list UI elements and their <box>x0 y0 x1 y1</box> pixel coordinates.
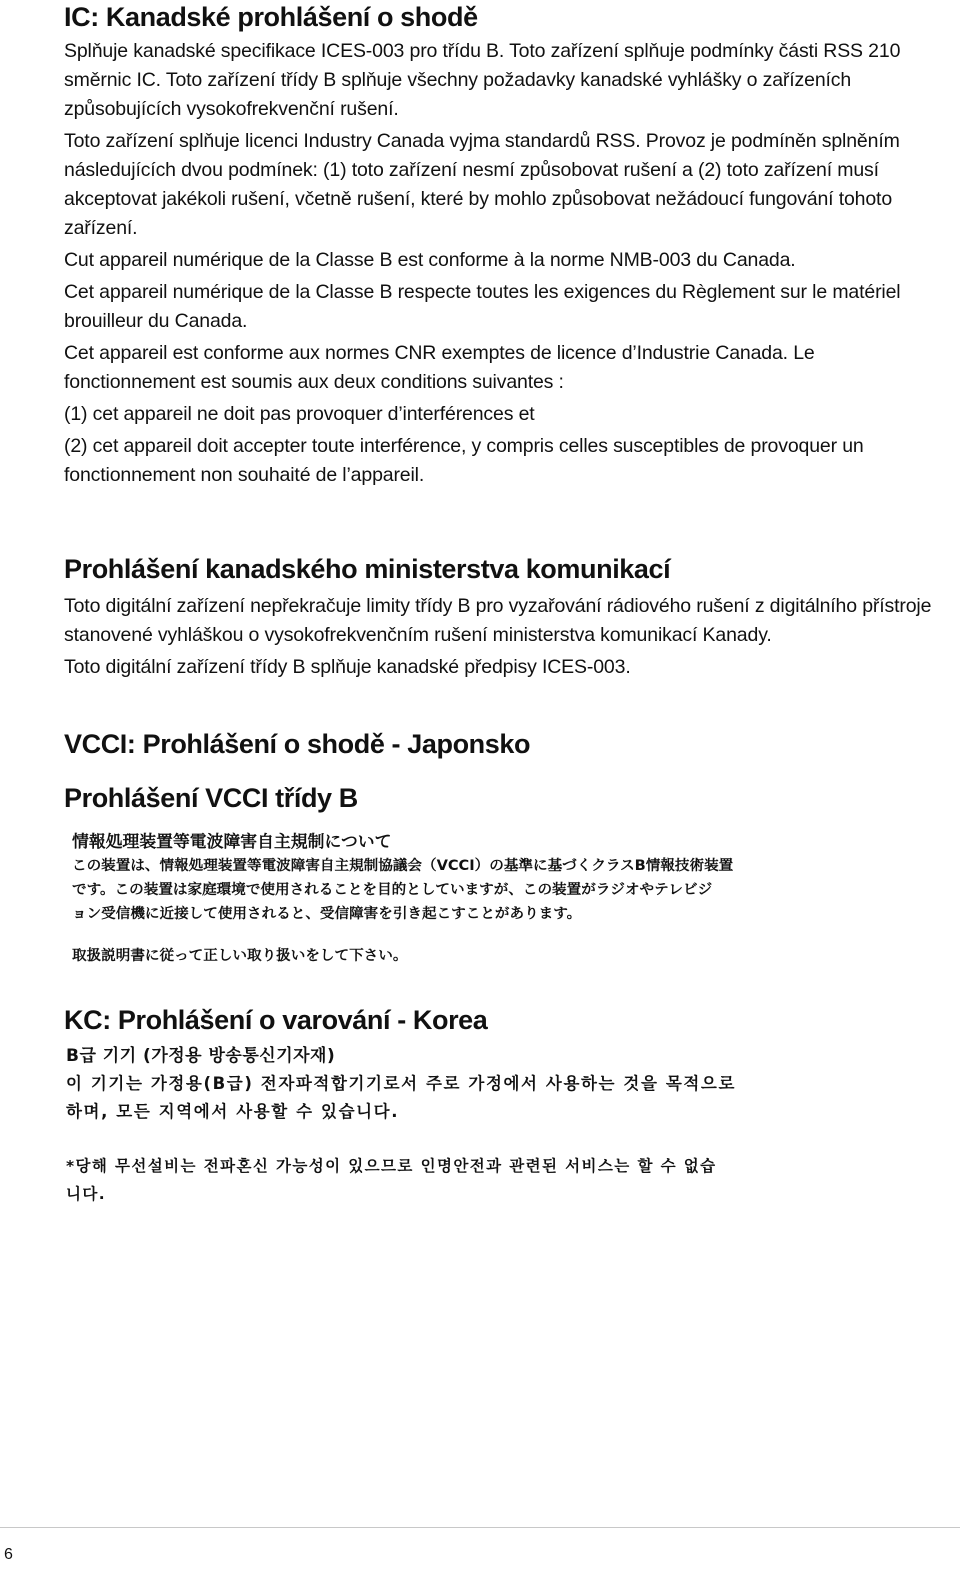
vcci-subheading: Prohlášení VCCI třídy B <box>64 783 358 813</box>
kc-section <box>64 1003 944 1037</box>
vcci-jp-line: 取扱説明書に従って正しい取り扱いをして下さい。 <box>72 948 408 964</box>
ic-section <box>64 0 944 490</box>
ministry-section <box>64 552 944 682</box>
page-number: 6 <box>4 1546 13 1563</box>
footer-divider <box>0 1527 960 1528</box>
kc-kr-line: B급 기기 (가정용 방송통신기자재) <box>66 1046 336 1066</box>
vcci-japanese-statement <box>72 830 734 968</box>
vcci-section <box>64 727 944 815</box>
ministry-heading: Prohlášení kanadského ministerstva komunikací <box>64 554 671 584</box>
ic-paragraph-5: Cet appareil est conforme aux normes CNR exemptes de licence d’Industrie Canada. Le fonctionnement est soumis aux deux conditions suivantes : <box>64 342 815 393</box>
vcci-jp-line: ョン受信機に近接して使用されると、受信障害を引き起こすことがあります。 <box>72 906 582 922</box>
ministry-paragraph-2: Toto digitální zařízení třídy B splňuje kanadské předpisy ICES-003. <box>64 656 631 678</box>
kc-kr-line: 하며, 모든 지역에서 사용할 수 있습니다. <box>66 1102 400 1121</box>
kc-kr-line: *당해 무선설비는 전파혼신 가능성이 있으므로 인명안전과 관련된 서비스는 할 수 없습 <box>66 1157 717 1175</box>
kc-heading: KC: Prohlášení o varování - Korea <box>64 1005 488 1035</box>
ministry-paragraph-1: Toto digitální zařízení nepřekračuje limity třídy B pro vyzařování rádiového rušení z digitálního přístroje stanovené vyhláškou o vysokofrekvenčním rušení ministerstva komunikací Kanady. <box>64 595 932 646</box>
vcci-heading: VCCI: Prohlášení o shodě - Japonsko <box>64 729 531 759</box>
kc-kr-line: 니다. <box>66 1185 107 1203</box>
ic-paragraph-3: Cut appareil numérique de la Classe B est conforme à la norme NMB-003 du Canada. <box>64 249 796 271</box>
vcci-jp-line: です。この装置は家庭環境で使用されることを目的としていますが、この装置がラジオやテレビジ <box>72 882 713 898</box>
ic-paragraph-4: Cet appareil numérique de la Classe B respecte toutes les exigences du Règlement sur le matériel brouilleur du Canada. <box>64 281 901 332</box>
ic-heading: IC: Kanadské prohlášení o shodě <box>64 2 478 32</box>
vcci-jp-line: 情報処理装置等電波障害自主規制について <box>72 832 392 851</box>
ic-paragraph-7: (2) cet appareil doit accepter toute interférence, y compris celles susceptibles de provoquer un fonctionnement non souhaité de l’appareil. <box>64 435 864 486</box>
vcci-jp-line: この装置は、情報処理装置等電波障害自主規制協議会（VCCI）の基準に基づくクラスB情報技術装置 <box>72 858 734 874</box>
ic-paragraph-1: Splňuje kanadské specifikace ICES-003 pro třídu B. Toto zařízení splňuje podmínky části RSS 210 směrnic IC. Toto zařízení třídy B splňuje všechny požadavky kanadské vyhlášky o zařízeních způsobujících vysokofrekvenční rušení. <box>64 40 901 120</box>
kc-korean-statement <box>66 1042 736 1208</box>
kc-kr-line: 이 기기는 가정용(B급) 전자파적합기기로서 주로 가정에서 사용하는 것을 목적으로 <box>66 1074 736 1093</box>
ic-paragraph-2: Toto zařízení splňuje licenci Industry Canada vyjma standardů RSS. Provoz je podmíněn splněním následujících dvou podmínek: (1) toto zařízení nesmí způsobovat rušení a (2) toto zařízení musí akceptovat jakékoli rušení, včetně rušení, které by mohlo způsobovat nežádoucí fungování tohoto zařízení. <box>64 130 900 239</box>
ic-paragraph-6: (1) cet appareil ne doit pas provoquer d’interférences et <box>64 403 535 425</box>
